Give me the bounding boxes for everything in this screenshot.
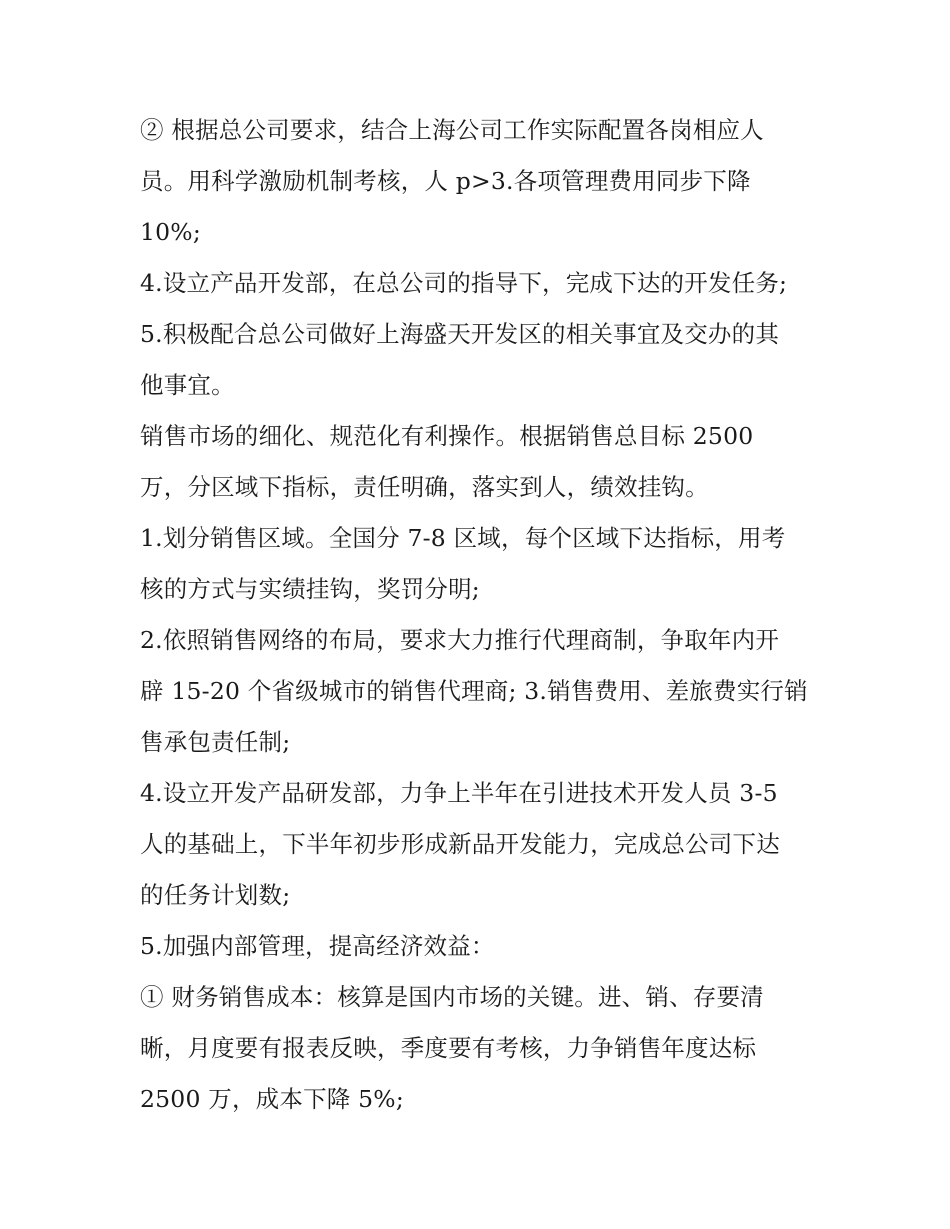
text-line: 5.积极配合总公司做好上海盛天开发区的相关事宜及交办的其: [140, 320, 780, 348]
text-line: 员。用科学激励机制考核，人 p>3.各项管理费用同步下降: [140, 167, 751, 195]
text-line: 晰，月度要有报表反映，季度要有考核，力争销售年度达标: [140, 1034, 757, 1062]
text-line: 核的方式与实绩挂钩，奖罚分明;: [140, 575, 480, 603]
text-line: 4.设立产品开发部，在总公司的指导下，完成下达的开发任务;: [140, 269, 788, 297]
text-line: 人的基础上，下半年初步形成新品开发能力，完成总公司下达: [140, 830, 780, 858]
text-line: 1.划分销售区域。全国分 7-8 区域，每个区域下达指标，用考: [140, 524, 786, 552]
text-line: 4.设立开发产品研发部，力争上半年在引进技术开发人员 3-5: [140, 779, 778, 807]
text-line: 2500 万，成本下降 5%;: [140, 1085, 404, 1113]
text-line: 2.依照销售网络的布局，要求大力推行代理商制，争取年内开: [140, 626, 780, 654]
text-line: ① 财务销售成本：核算是国内市场的关键。进、销、存要清: [140, 983, 764, 1011]
text-line: 售承包责任制;: [140, 728, 291, 756]
text-line: 万，分区域下指标，责任明确，落实到人，绩效挂钩。: [140, 473, 709, 501]
text-line: 销售市场的细化、规范化有利操作。根据销售总目标 2500: [140, 422, 754, 450]
text-line: 的任务计划数;: [140, 881, 291, 909]
text-line: 10%;: [140, 218, 201, 246]
text-line: ② 根据总公司要求，结合上海公司工作实际配置各岗相应人: [140, 116, 764, 144]
text-line: 辟 15-20 个省级城市的销售代理商; 3.销售费用、差旅费实行销: [140, 677, 808, 705]
text-line: 他事宜。: [140, 371, 235, 399]
text-line: 5.加强内部管理，提高经济效益：: [140, 932, 495, 960]
document-body: [140, 105, 820, 1125]
